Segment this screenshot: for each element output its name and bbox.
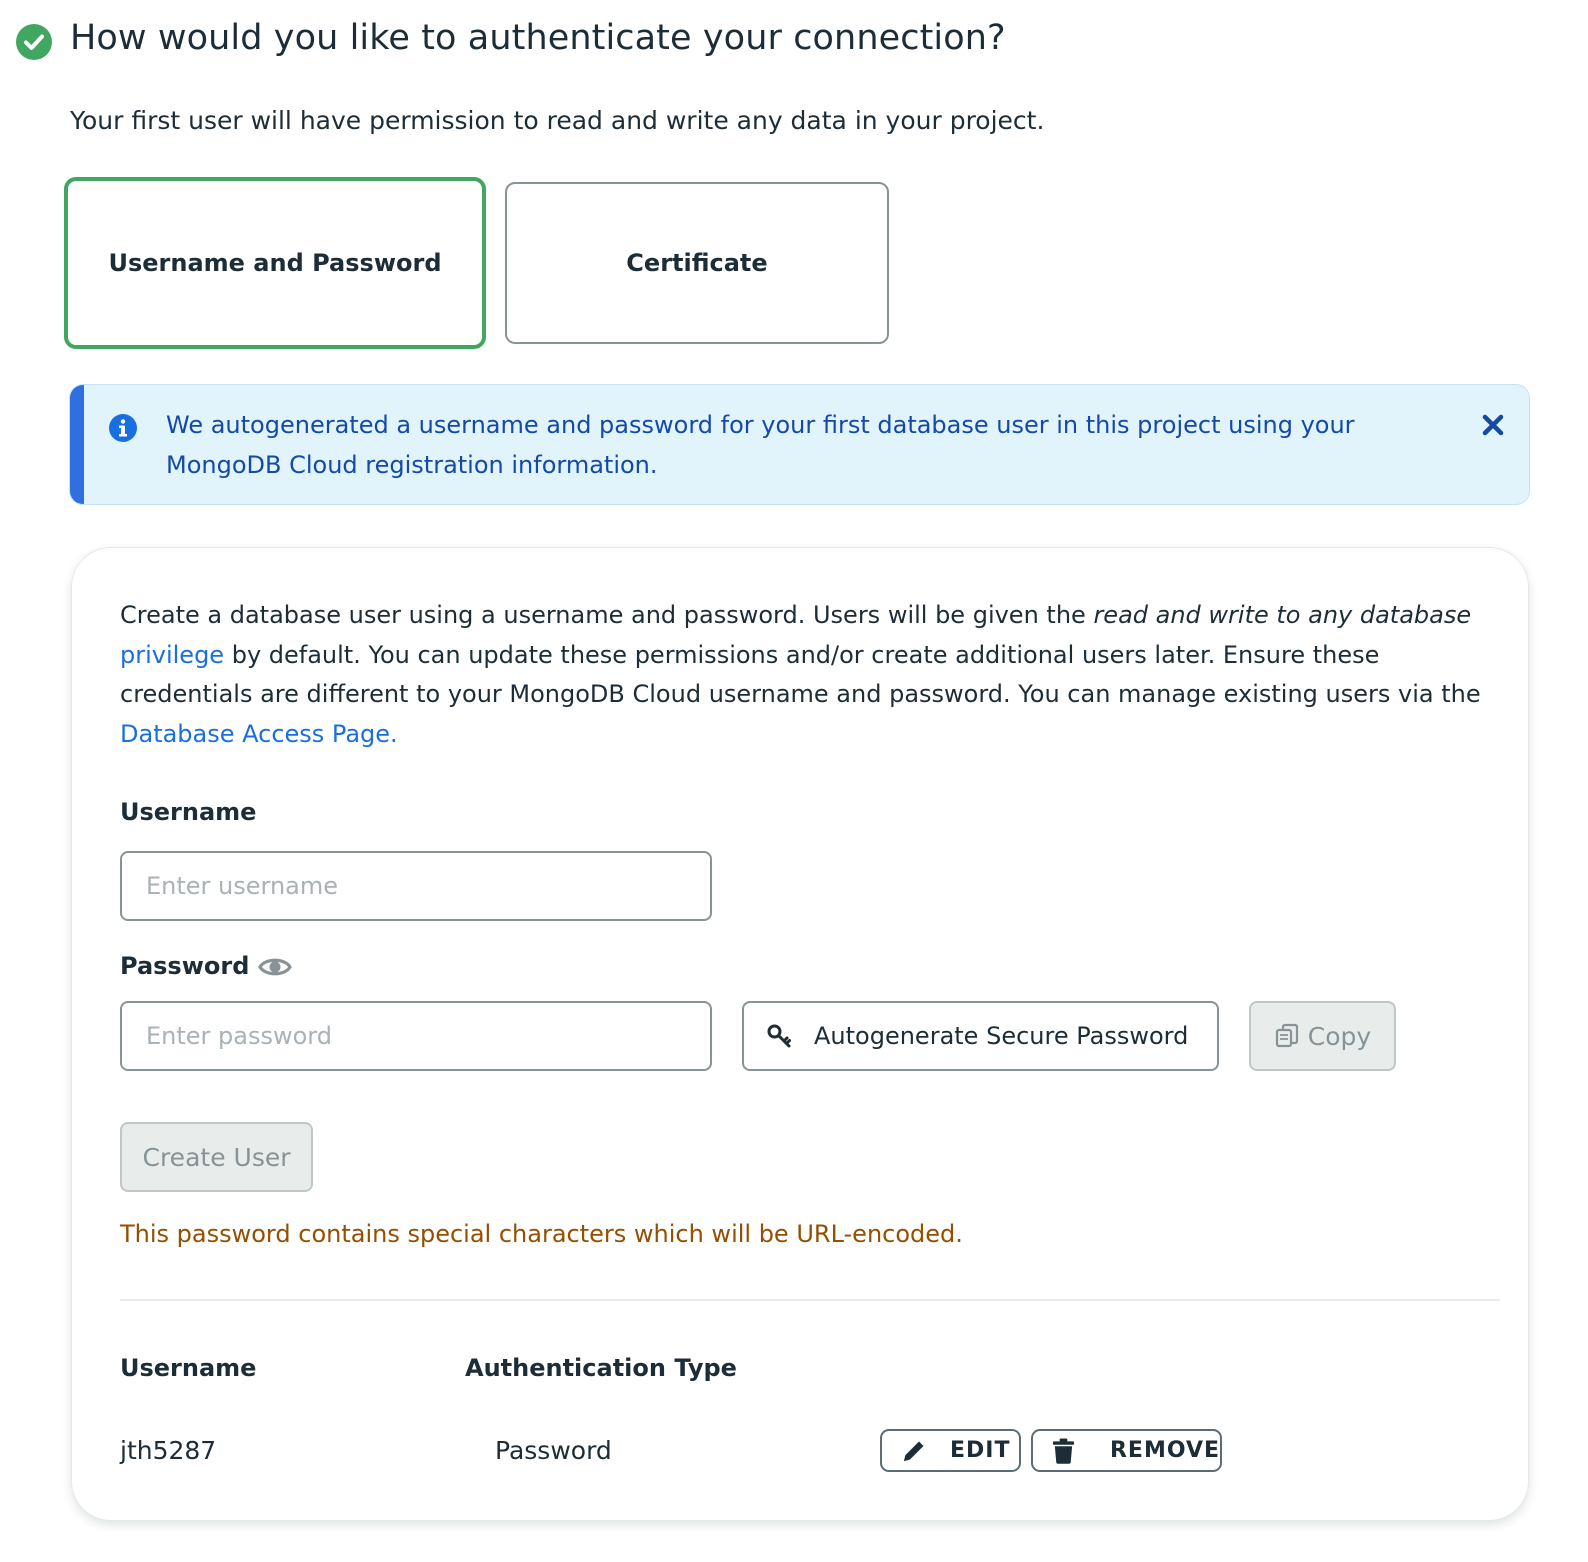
info-banner [69,384,1530,505]
autogenerate-label: Autogenerate Secure Password [814,1022,1189,1050]
username-label: Username [120,798,257,826]
page-subtitle: Your first user will have permission to read and write any data in your project. [70,106,1045,135]
description-text: Create a database user using a username and password. Users will be given the [120,601,1094,629]
close-icon[interactable] [1479,411,1507,439]
database-access-page-link[interactable]: Database Access Page. [120,719,398,748]
user-row-auth-type: Password [495,1436,612,1465]
create-user-button[interactable]: Create User [120,1122,313,1192]
description-text: by default. You can update these permissions and/or create additional users later. Ensure these credentials are different to your MongoDB Cloud username and password. You can manage existing users via the [120,640,1481,708]
auth-option-label: Certificate [626,249,768,277]
copy-password-button[interactable] [1249,1001,1396,1071]
eye-icon[interactable] [258,954,292,980]
copy-label: Copy [1307,1021,1372,1051]
key-icon [766,1023,792,1049]
panel-description [120,596,1500,754]
banner-message: We autogenerated a username and password for your first database user in this project using your MongoDB Cloud registration information. [166,411,1355,479]
section-divider [120,1299,1500,1301]
autogenerate-password-button[interactable] [742,1001,1219,1071]
url-encoding-warning: This password contains special characters which will be URL-encoded. [120,1220,963,1248]
edit-user-button[interactable] [880,1429,1021,1472]
remove-label: REMOVE [1109,1438,1220,1463]
edit-label: EDIT [950,1438,1011,1463]
password-label: Password [120,952,250,980]
privilege-link[interactable]: privilege [120,640,225,669]
privilege-emphasis: read and write to any database [1093,601,1472,629]
auth-option-label: Username and Password [108,249,442,277]
trash-icon [1051,1437,1076,1465]
username-input[interactable] [120,851,712,921]
column-header-username: Username [120,1354,257,1382]
check-circle-icon [16,24,52,60]
password-input[interactable] [120,1001,712,1071]
remove-user-button[interactable] [1031,1429,1222,1472]
copy-icon [1274,1022,1302,1050]
pencil-icon [900,1437,928,1465]
page-title: How would you like to authenticate your connection? [70,18,1006,58]
column-header-auth-type: Authentication Type [465,1354,737,1382]
create-user-panel [71,547,1529,1521]
user-row-username: jth5287 [120,1436,217,1465]
auth-option-certificate[interactable] [505,182,889,344]
banner-accent-bar [70,385,84,504]
auth-option-username-password[interactable] [64,177,486,349]
info-icon [108,413,138,443]
